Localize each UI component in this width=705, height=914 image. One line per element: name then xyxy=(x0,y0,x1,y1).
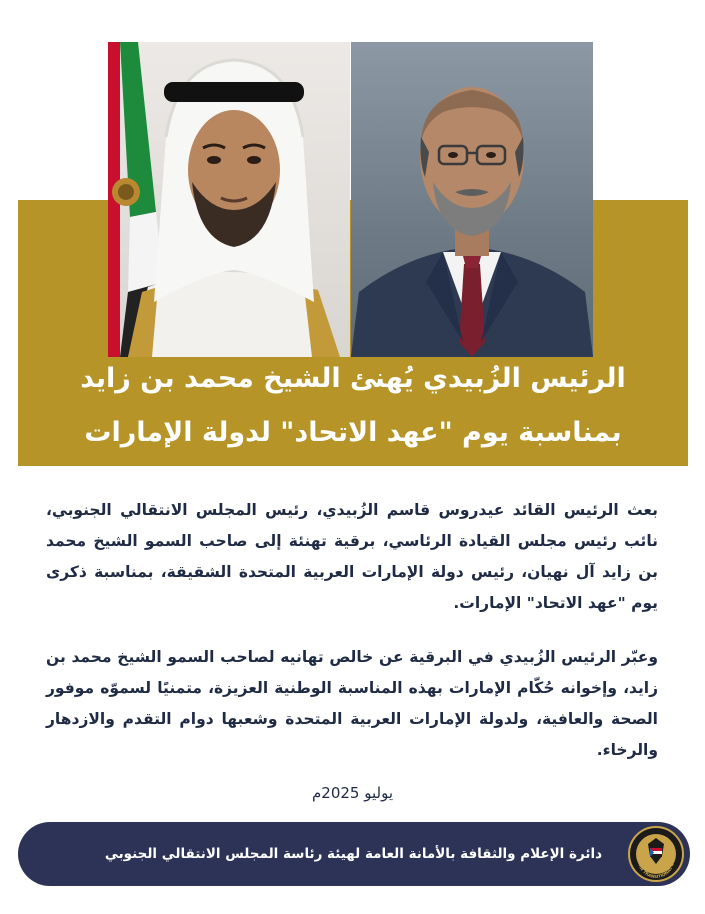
headline-line-1: الرئيس الزُبيدي يُهنئ الشيخ محمد بن زايد xyxy=(80,363,626,394)
publication-date: يوليو 2025م xyxy=(311,784,394,802)
body-paragraph-1: بعث الرئيس القائد عيدروس قاسم الزُبيدي، رئيس المجلس الانتقالي الجنوبي، نائب رئيس مجلس القيادة الرئاسي، برقية تهنئة إلى صاحب السمو الشيخ محمد بن زايد آل نهيان، رئيس دولة الإمارات العربية المتحدة الشقيقة، بمناسبة ذكرى يوم "عهد الاتحاد" الإمارات. xyxy=(46,501,658,612)
footer-bar xyxy=(18,822,690,886)
body-paragraph-2: وعبّر الرئيس الزُبيدي في البرقية عن خالص تهانيه لصاحب السمو الشيخ محمد بن زايد، وإخوانه حُكّام الإمارات بهذه المناسبة الوطنية العزيزة، متمنيًا لسموّه موفور الصحة والعافية، ولدولة الإمارات العربية المتحدة وشعبها دوام التقدم والازدهار والرخاء. xyxy=(46,648,658,759)
stc-emblem-icon xyxy=(628,826,684,882)
photo-sheikh-mohamed xyxy=(108,42,350,357)
footer-text: دائرة الإعلام والثقافة بالأمانة العامة لهيئة رئاسة المجلس الانتقالي الجنوبي xyxy=(104,846,602,862)
headline xyxy=(18,352,688,460)
logo-text: HERN TRANSITIONAL CO xyxy=(636,858,676,880)
photo-president-zubaidi xyxy=(351,42,593,357)
headline-line-2: بمناسبة يوم "عهد الاتحاد" لدولة الإمارات xyxy=(84,417,622,448)
